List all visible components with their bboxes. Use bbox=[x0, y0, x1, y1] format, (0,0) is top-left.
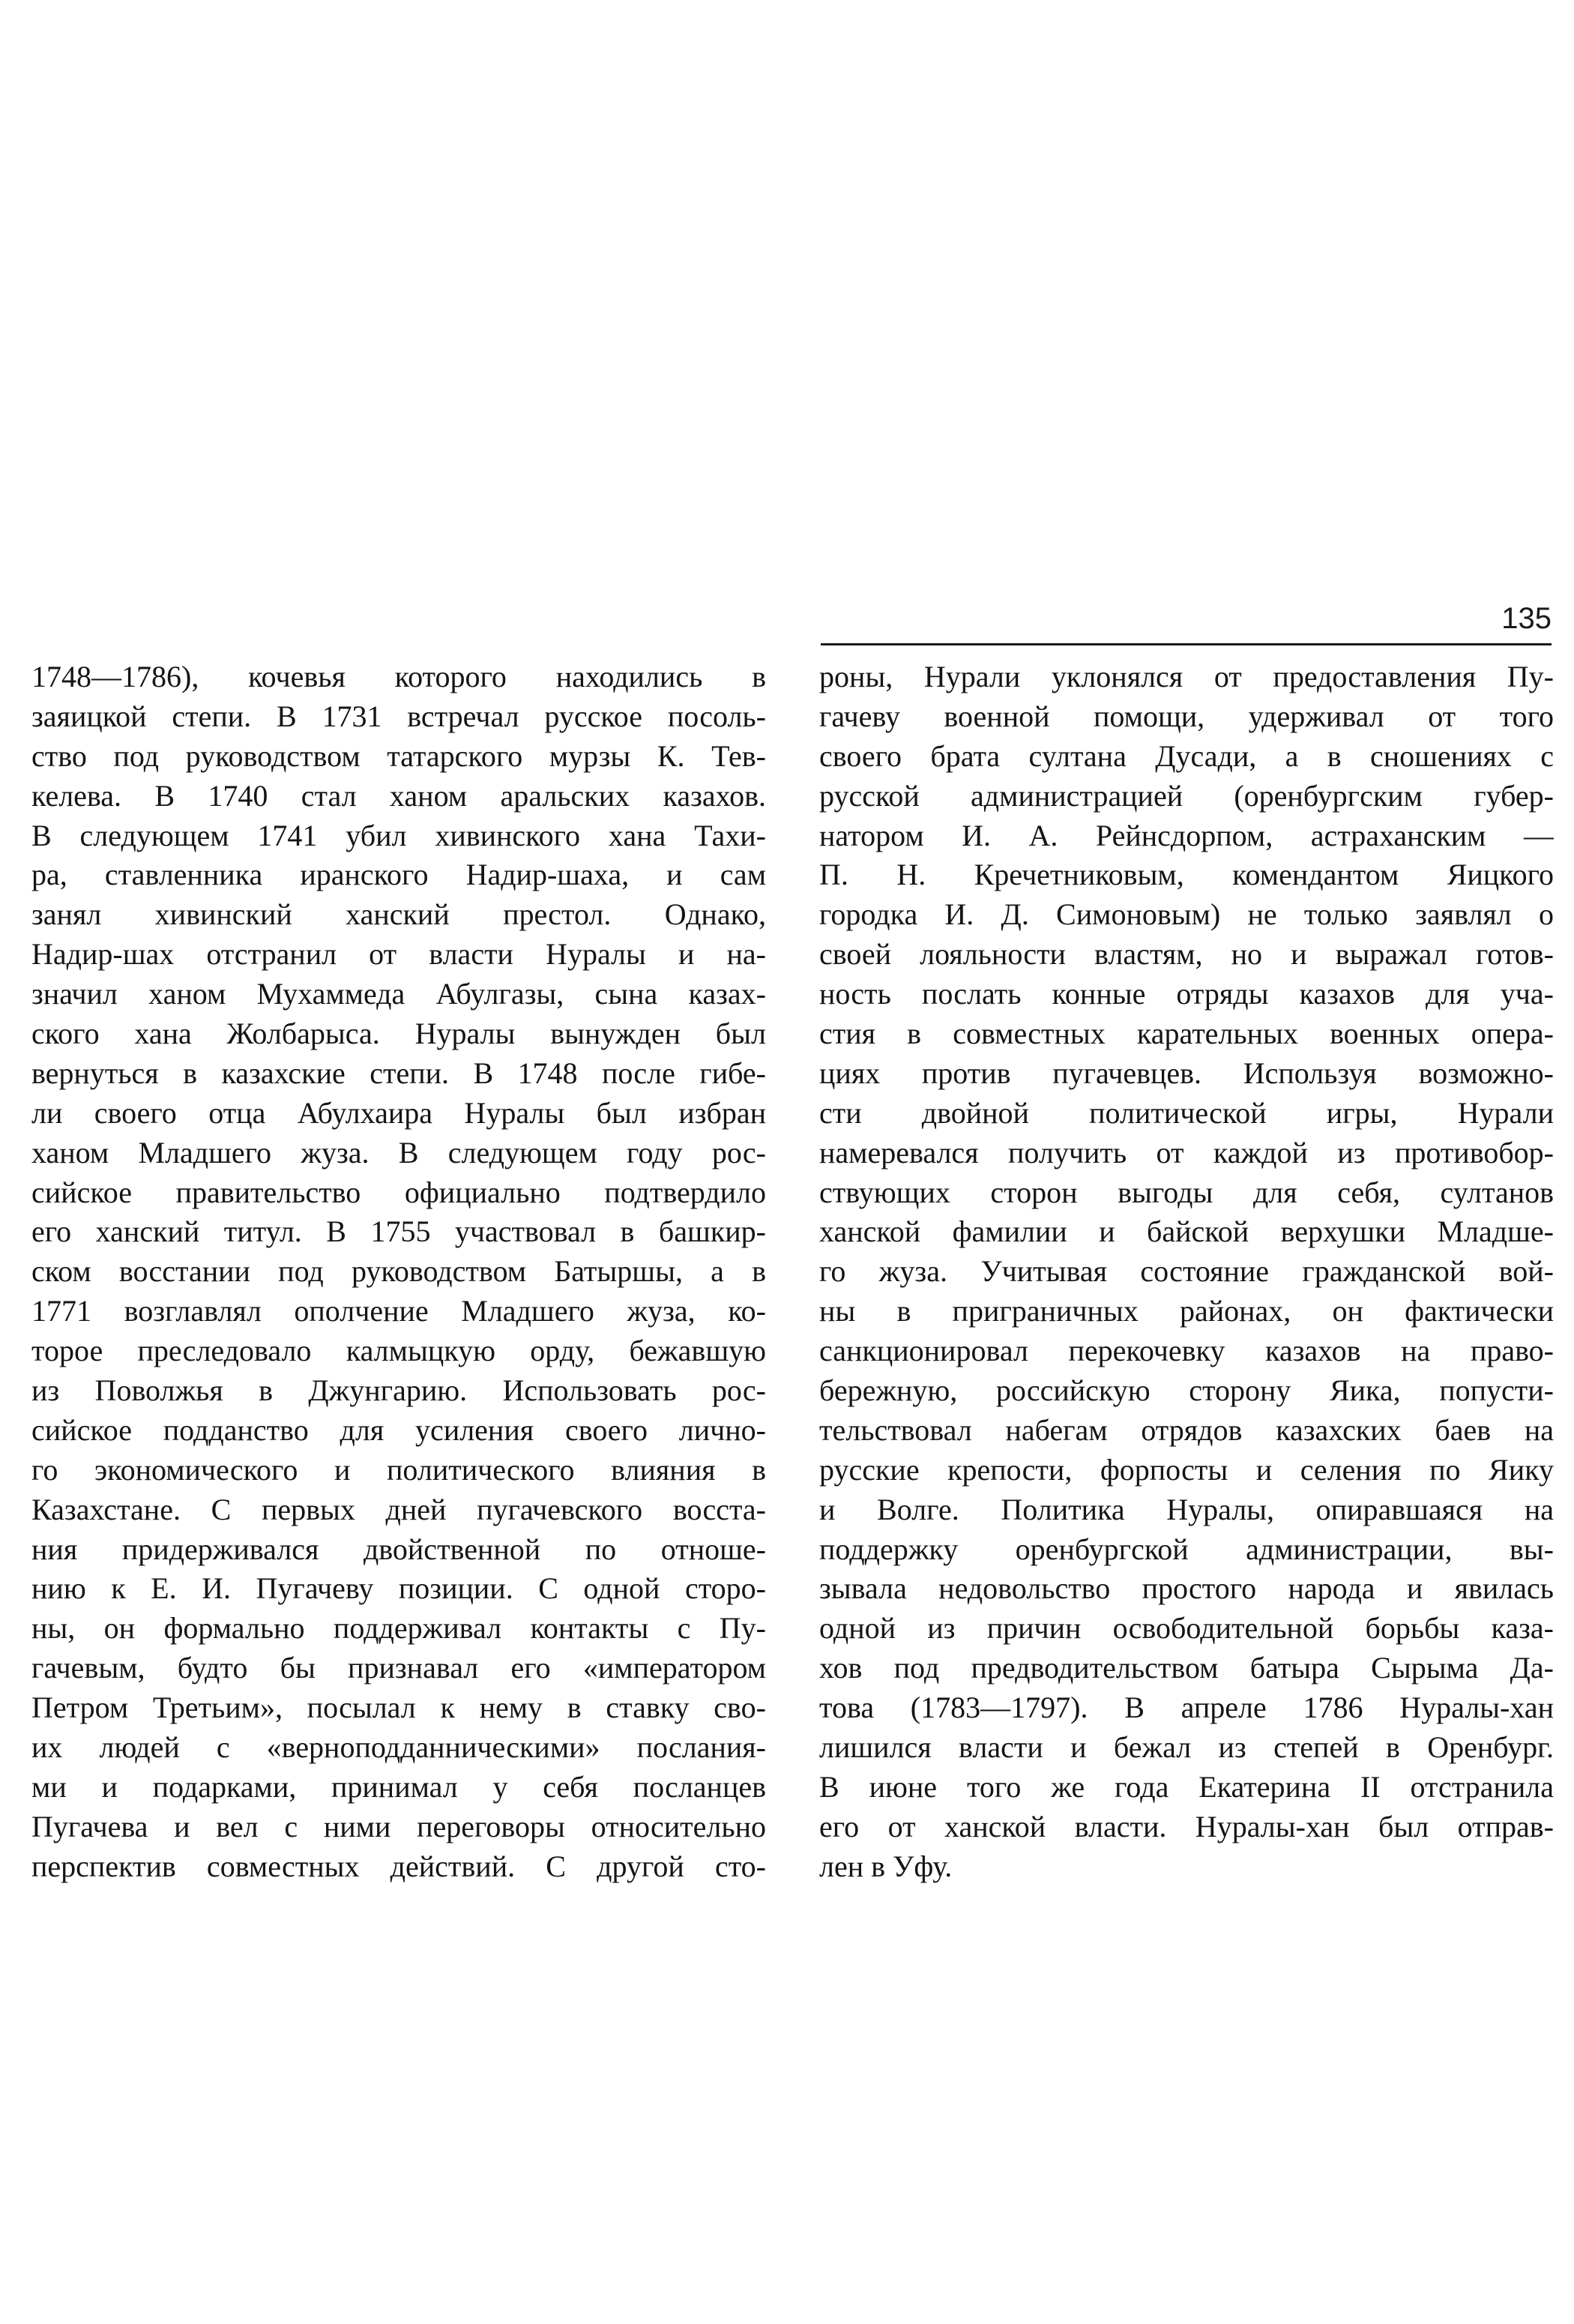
text-line: его от ханской власти. Нуралы-хан был отправ- bbox=[819, 1809, 1554, 1843]
text-line: зывала недовольство простого народа и явилась bbox=[819, 1571, 1554, 1606]
text-line: сийское правительство официально подтвердило bbox=[31, 1175, 766, 1209]
text-line: ствующих сторон выгоды для себя, султанов bbox=[819, 1175, 1554, 1209]
text-line: ми и подарками, принимал у себя посланцев bbox=[31, 1769, 766, 1804]
text-line: из Поволжья в Джунгарию. Использовать рос- bbox=[31, 1373, 766, 1408]
text-line: его ханский титул. В 1755 участвовал в башкир- bbox=[31, 1214, 766, 1249]
text-line: Казахстане. С первых дней пугачевского восста- bbox=[31, 1492, 766, 1526]
text-line: лен в Уфу. bbox=[819, 1849, 953, 1883]
text-line: занял хивинский ханский престол. Однако, bbox=[31, 897, 766, 932]
right-text-column bbox=[819, 657, 1554, 1887]
text-line: келева. В 1740 стал ханом аральских казахов. bbox=[31, 778, 766, 813]
text-line: ли своего отца Абулхаира Нуралы был избран bbox=[31, 1095, 766, 1130]
text-line: гачеву военной помощи, удерживал от того bbox=[819, 699, 1554, 733]
header-rule bbox=[821, 643, 1552, 645]
text-line: гачевым, будто бы признавал его «императором bbox=[31, 1651, 766, 1685]
text-line: своего брата султана Дусади, а в сношениях с bbox=[819, 738, 1554, 773]
text-line: бережную, российскую сторону Яика, попусти- bbox=[819, 1373, 1554, 1408]
text-line: В июне того же года Екатерина II отстранила bbox=[819, 1769, 1554, 1804]
text-line: ность послать конные отряды казахов для уча- bbox=[819, 977, 1554, 1011]
text-line: вернуться в казахские степи. В 1748 после гибе- bbox=[31, 1056, 766, 1090]
text-line: 1771 возглавлял ополчение Младшего жуза, ко- bbox=[31, 1294, 766, 1328]
text-line: ского хана Жолбарыса. Нуралы вынужден был bbox=[31, 1017, 766, 1051]
text-line: натором И. А. Рейнсдорпом, астраханским — bbox=[819, 818, 1554, 852]
text-line: русские крепости, форпосты и селения по Яику bbox=[819, 1452, 1554, 1487]
text-line: ния придерживался двойственной по отноше- bbox=[31, 1532, 766, 1566]
text-line: ском восстании под руководством Батыршы, а в bbox=[31, 1254, 766, 1289]
text-line: заяицкой степи. В 1731 встречал русское посоль- bbox=[31, 699, 766, 733]
text-line: ство под руководством татарского мурзы К. Тев- bbox=[31, 738, 766, 773]
text-line: 1748—1786), кочевья которого находились в bbox=[31, 660, 766, 693]
text-line: сти двойной политической игры, Нурали bbox=[819, 1095, 1554, 1130]
left-text-column bbox=[31, 657, 766, 1887]
text-line: циях против пугачевцев. Используя возможно- bbox=[819, 1056, 1554, 1090]
text-line: лишился власти и бежал из степей в Оренбург. bbox=[819, 1730, 1554, 1765]
text-line: В следующем 1741 убил хивинского хана Тахи- bbox=[31, 818, 766, 852]
text-line: ра, ставленника иранского Надир-шаха, и сам bbox=[31, 858, 766, 892]
text-line: ны в приграничных районах, он фактически bbox=[819, 1294, 1554, 1328]
text-line: городка И. Д. Симоновым) не только заявлял о bbox=[819, 897, 1554, 932]
text-line: ханом Младшего жуза. В следующем году рос- bbox=[31, 1135, 766, 1169]
text-line: намеревался получить от каждой из противобор- bbox=[819, 1135, 1554, 1169]
text-line: сийское подданство для усиления своего лично- bbox=[31, 1412, 766, 1447]
text-line: ны, он формально поддерживал контакты с Пу- bbox=[31, 1611, 766, 1646]
text-line: торое преследовало калмыцкую орду, бежавшую bbox=[31, 1334, 766, 1368]
text-line: русской администрацией (оренбургским губер- bbox=[819, 778, 1554, 813]
text-line: одной из причин освободительной борьбы каза- bbox=[819, 1611, 1554, 1646]
text-line: и Волге. Политика Нуралы, опиравшаяся на bbox=[819, 1492, 1554, 1526]
text-line: го жуза. Учитывая состояние гражданской вой- bbox=[819, 1254, 1554, 1289]
text-line: Пугачева и вел с ними переговоры относительно bbox=[31, 1809, 766, 1843]
text-line: хов под предводительством батыра Сырыма Да- bbox=[819, 1651, 1554, 1685]
text-line: их людей с «верноподданническими» послания- bbox=[31, 1730, 766, 1765]
text-line: санкционировал перекочевку казахов на право- bbox=[819, 1334, 1554, 1368]
text-line: Надир-шах отстранил от власти Нуралы и на- bbox=[31, 937, 766, 972]
text-line: П. Н. Кречетниковым, комендантом Яицкого bbox=[819, 858, 1554, 892]
text-line: стия в совместных карательных военных опера- bbox=[819, 1017, 1554, 1051]
text-line: тельствовал набегам отрядов казахских баев на bbox=[819, 1412, 1554, 1447]
text-line: перспектив совместных действий. С другой сто- bbox=[31, 1849, 766, 1883]
text-line: това (1783—1797). В апреле 1786 Нуралы-хан bbox=[819, 1691, 1554, 1725]
text-line: поддержку оренбургской администрации, вы- bbox=[819, 1532, 1554, 1566]
text-line: Петром Третьим», посылал к нему в ставку сво- bbox=[31, 1691, 766, 1725]
text-line: нию к Е. И. Пугачеву позиции. С одной сторо- bbox=[31, 1571, 766, 1606]
text-line: ханской фамилии и байской верхушки Младше- bbox=[819, 1214, 1554, 1249]
page-number: 135 bbox=[1501, 602, 1552, 635]
text-line: значил ханом Мухаммеда Абулгазы, сына казах- bbox=[31, 977, 766, 1011]
text-line: своей лояльности властям, но и выражал готов- bbox=[819, 937, 1554, 972]
text-line: го экономического и политического влияния в bbox=[31, 1452, 766, 1487]
text-line: роны, Нурали уклонялся от предоставления Пу- bbox=[819, 660, 1554, 693]
